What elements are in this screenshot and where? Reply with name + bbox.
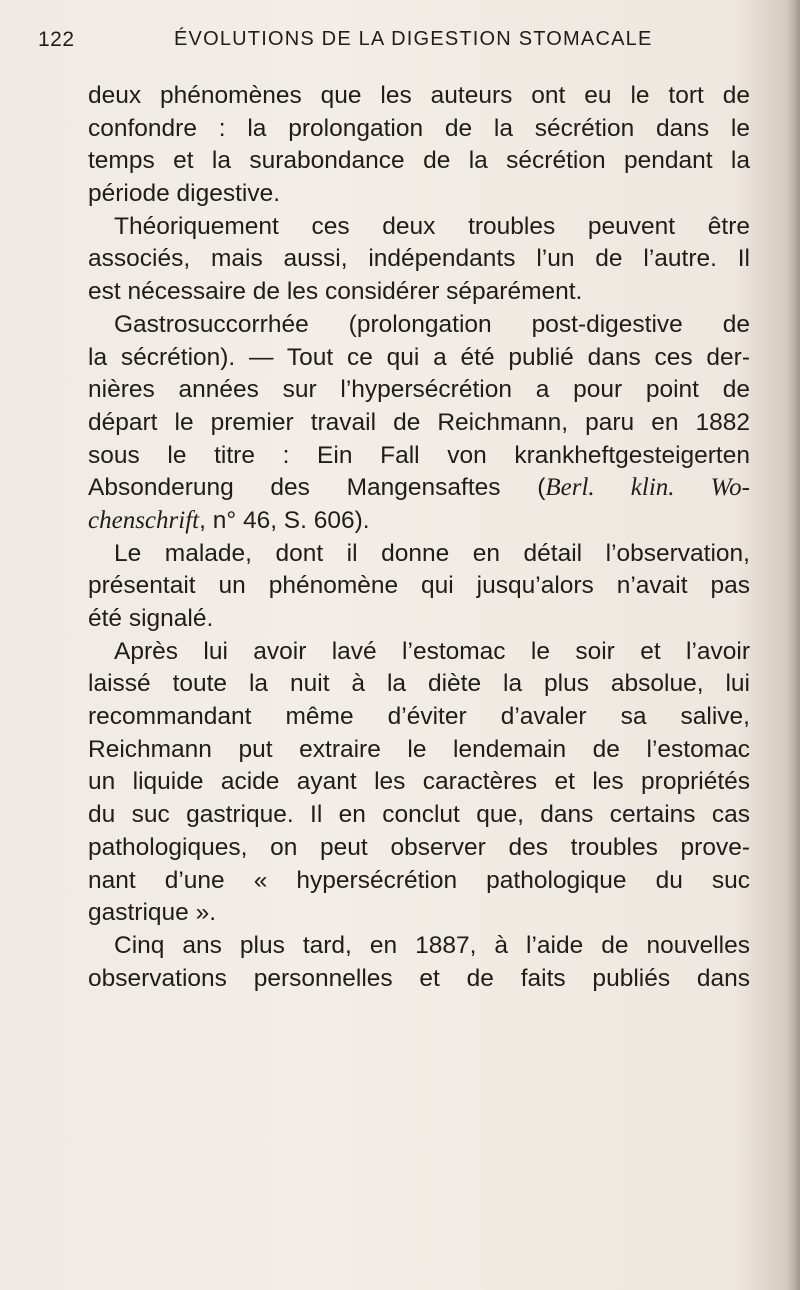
text-fragment: Absonderung des Mangensaftes ( [88, 474, 546, 502]
text-line: Reichmann put extraire le lendemain de l’estomac [88, 735, 750, 763]
text-line: sous le titre : Ein Fall von krankheftgesteigerten [88, 441, 750, 469]
section-heading-line: Gastrosuccorrhée (prolongation post-digestive de [114, 310, 750, 338]
body-text [88, 80, 750, 995]
text-line: un liquide acide ayant les caractères et les propriétés [88, 768, 750, 796]
text-line: du suc gastrique. Il en conclut que, dans certains cas [88, 801, 750, 829]
paragraph-start-line: Cinq ans plus tard, en 1887, à l’aide de nouvelles [114, 931, 750, 959]
text-line: période digestive. [88, 180, 281, 208]
text-line: gastrique ». [88, 899, 217, 927]
page-number: 122 [38, 28, 75, 51]
text-line: nant d’une « hypersécrétion pathologique du suc [88, 866, 750, 894]
paragraph-start-line: Après lui avoir lavé l’estomac le soir et l’avoir [114, 637, 750, 665]
text-line: confondre : la prolongation de la sécrétion dans le [88, 114, 750, 142]
text-line [88, 505, 750, 538]
text-line: la sécrétion). — Tout ce qui a été publié dans ces der- [88, 343, 750, 371]
text-line: est nécessaire de les considérer séparément. [88, 278, 583, 306]
text-line: deux phénomènes que les auteurs ont eu le tort de [88, 82, 750, 109]
text-line: nières années sur l’hypersécrétion a pour point de [88, 376, 750, 404]
page-header [38, 28, 748, 62]
text-line: départ le premier travail de Reichmann, paru en 1882 [88, 408, 750, 436]
text-line: été signalé. [88, 605, 214, 632]
running-head: ÉVOLUTIONS DE LA DIGESTION STOMACALE [174, 28, 653, 50]
text-line: présentait un phénomène qui jusqu’alors n’avait pas [88, 572, 750, 600]
text-line: associés, mais aussi, indépendants l’un de l’autre. Il [88, 245, 750, 273]
text-fragment: , n° 46, S. 606). [199, 506, 370, 534]
text-line: laissé toute la nuit à la diète la plus absolue, lui [88, 670, 750, 698]
citation-journal: chenschrift [88, 506, 200, 534]
citation-journal: Berl. klin. Wo- [545, 474, 750, 502]
text-line: pathologiques, on peut observer des troubles prove- [88, 833, 750, 861]
text-line [88, 472, 750, 505]
text-line: observations personnelles et de faits publiés dans [88, 964, 750, 992]
page-edge-shadow [786, 0, 800, 1290]
text-line: recommandant même d’éviter d’avaler sa salive, [88, 703, 750, 731]
paragraph-start-line: Théoriquement ces deux troubles peuvent être [114, 212, 750, 240]
text-line: temps et la surabondance de la sécrétion pendant la [88, 147, 750, 175]
paragraph-start-line: Le malade, dont il donne en détail l’observation, [114, 539, 750, 567]
